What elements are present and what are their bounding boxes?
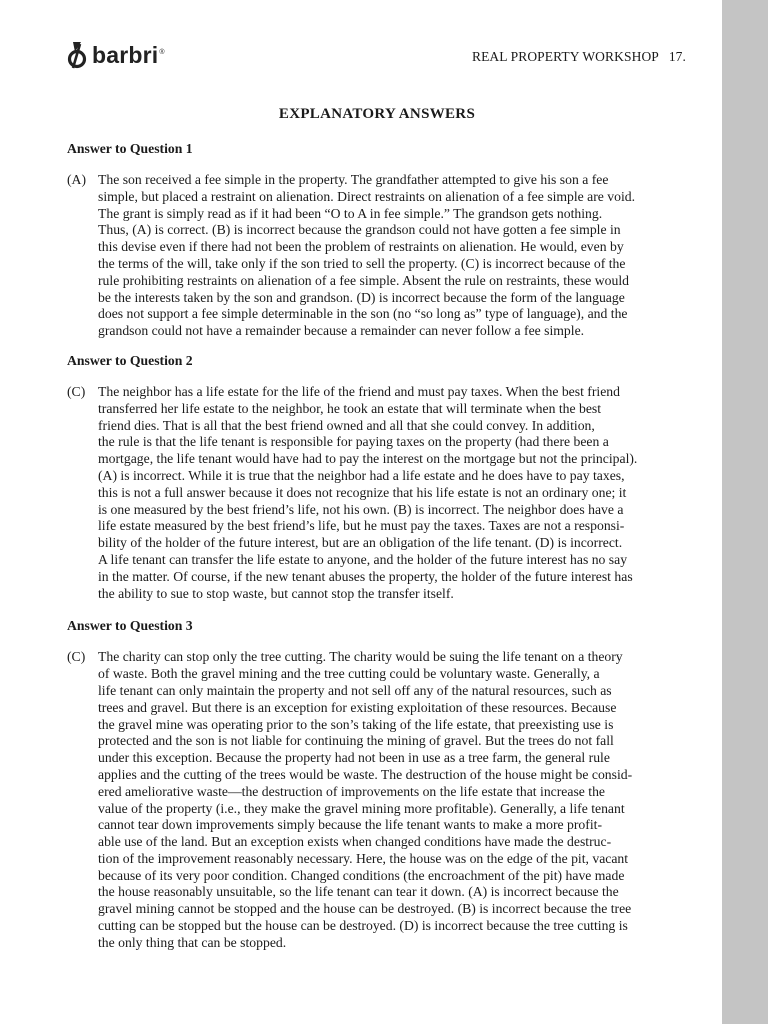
text-line: applies and the cutting of the trees would be waste. The destruction of the house might be consid- [98,766,633,782]
answer-text [98,172,689,340]
text-line: transferred her life estate to the neighbor, he took an estate that will terminate when the best [98,400,602,416]
answer-letter: (C) [67,649,86,665]
text-line: able use of the land. But an exception exists when changed conditions have made the destruc- [98,834,612,850]
answer-block-2 [67,351,689,602]
text-line: ered ameliorative waste—the destruction of improvements on the life estate that increase the [98,783,606,799]
text-line: this is not a full answer because it does not recognize that his life estate is not an ordinary one; it [98,484,627,500]
answers-body [67,139,689,952]
barbri-mark-icon [66,40,88,70]
text-line: be the interests taken by the son and grandson. (D) is incorrect because the form of the language [98,289,625,305]
answer-text [98,649,689,951]
running-head: REAL PROPERTY WORKSHOP 17. [471,49,686,64]
text-line: the ability to sue to stop waste, but cannot stop the transfer itself. [98,585,454,601]
text-line: under this exception. Because the property had not been in use as a tree farm, the general rule [98,750,610,766]
text-line: The grant is simply read as if it had been “O to A in fee simple.” The grandson gets nothing. [98,205,603,221]
text-line: life estate measured by the best friend’s life, but he must pay the taxes. Taxes are not a responsi- [98,518,625,534]
answer-letter: (C) [67,383,86,399]
text-line: the terms of the will, take only if the son tried to sell the property. (C) is incorrect because of the [98,255,626,271]
text-line: life tenant can only maintain the property and not sell off any of the natural resources, such as [98,682,612,698]
text-line: cannot tear down improvements simply because the life tenant wants to make a more profit- [98,817,602,833]
text-line: friend dies. That is all that the best friend owned and all that she could convey. In addition, [98,417,595,433]
text-line: in the matter. Of course, if the new tenant abuses the property, the holder of the future interest has [98,568,633,584]
text-line: is one measured by the best friend’s life, not his own. (B) is incorrect. The neighbor does have a [98,501,624,517]
answer-letter: (A) [67,172,87,187]
question-heading: Answer to Question 1 [67,141,193,156]
text-line: Thus, (A) is correct. (B) is incorrect because the grandson could not have gotten a fee simple in [98,222,621,238]
answer-text [98,384,689,602]
text-line: grandson could not have a remainder because a remainder can never follow a fee simple. [98,323,585,339]
text-line: (A) is incorrect. While it is true that the neighbor had a life estate and he does have to pay taxes, [98,467,625,483]
text-line: The son received a fee simple in the property. The grandfather attempted to give his son a fee [98,172,609,187]
text-line: gravel mining cannot be stopped and the house can be destroyed. (B) is incorrect because the tree [98,901,632,917]
barbri-logo [66,39,165,71]
text-line: bility of the holder of the future interest, but are an obligation of the life tenant. (D) is incorrect. [98,535,623,551]
answer-paragraph [67,172,689,340]
text-line: value of the property (i.e., they make the gravel mining more profitable). Generally, a life tenant [98,800,625,816]
text-line: cutting can be stopped but the house can be destroyed. (D) is incorrect because the tree cutting is [98,918,628,934]
text-line: of waste. Both the gravel mining and the tree cutting could be voluntary waste. Generally, a [98,666,600,682]
text-line: the rule is that the life tenant is responsible for paying taxes on the property (had there been a [98,434,609,450]
text-line: A life tenant can transfer the life estate to anyone, and the holder of the future interest has no say [98,551,628,567]
text-line: the gravel mine was operating prior to the son’s taking of the life estate, that preexisting use is [98,716,614,732]
text-line: rule prohibiting restraints on alienation of a fee simple. Absent the rule on restraints, these would [98,272,630,288]
text-line: does not support a fee simple determinable in the son (no “so long as” type of language), and the [98,306,628,322]
text-line: mortgage, the life tenant would have had to pay the interest on the mortgage but not the principal). [98,451,638,467]
text-line: The neighbor has a life estate for the life of the friend and must pay taxes. When the best friend [98,383,620,399]
text-line: protected and the son is not liable for continuing the mining of gravel. But the trees do not fall [98,733,614,749]
answer-block-3 [67,616,689,951]
question-heading: Answer to Question 2 [67,352,193,368]
text-line: the only thing that can be stopped. [98,934,287,950]
text-line: this devise even if there had not been the problem of restraints on alienation. He would, even by [98,239,624,255]
answer-paragraph [67,649,689,951]
question-heading: Answer to Question 3 [67,618,193,634]
text-line: tion of the improvement reasonably necessary. Here, the house was on the edge of the pit, vacant [98,850,629,866]
logo-wordmark: barbri® [92,41,165,68]
answer-paragraph [67,384,689,602]
text-line: because of its very poor condition. Changed conditions (the encroachment of the pit) have made [98,867,625,883]
text-line: trees and gravel. But there is an exception for existing exploitation of these resources. Because [98,699,617,715]
text-line: the house reasonably unsuitable, so the life tenant can tear it down. (A) is incorrect because the [98,884,619,900]
page-title: EXPLANATORY ANSWERS [278,106,476,122]
text-line: simple, but placed a restraint on alienation. Direct restraints on alienation of a fee simple are void. [98,188,636,204]
text-line: The charity can stop only the tree cutting. The charity would be suing the life tenant on a theory [98,649,623,665]
right-margin-strip [722,0,768,1024]
answer-block-1 [67,139,689,340]
